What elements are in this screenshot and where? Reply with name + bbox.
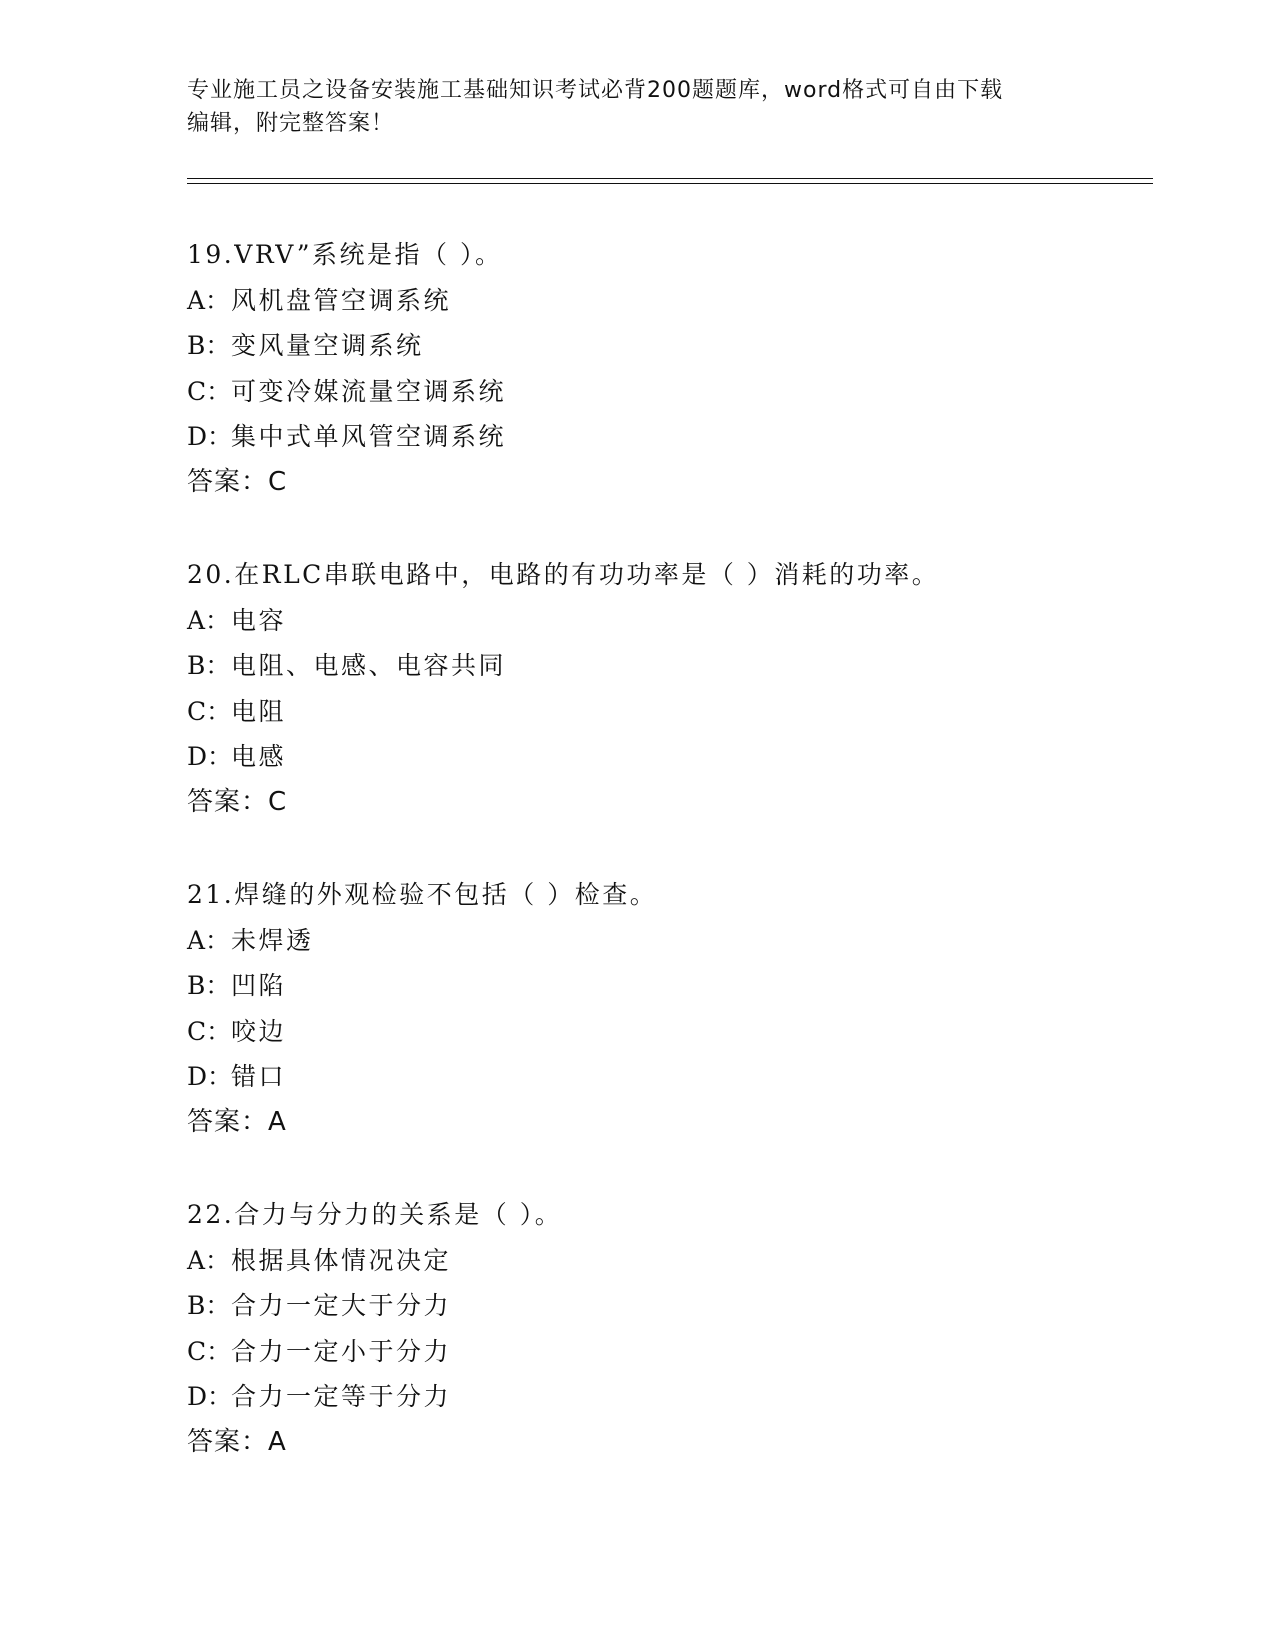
option-text: 错口 [231, 1062, 287, 1091]
option-key: C： [187, 1336, 232, 1366]
option-a [187, 918, 1187, 964]
option-key: D： [187, 422, 233, 451]
question-list [187, 232, 1187, 1512]
question-22 [187, 1192, 1187, 1512]
answer-line: 答案：A [187, 1106, 287, 1137]
option-text: 合力一定小于分力 [231, 1336, 452, 1366]
option-d [187, 1374, 1187, 1420]
option-c [187, 689, 1187, 735]
question-stem: 19.VRV”系统是指（ ）。 [187, 240, 503, 269]
question-21 [187, 872, 1187, 1192]
option-c [187, 369, 1187, 415]
option-c [187, 1009, 1187, 1055]
option-d [187, 1054, 1187, 1100]
answer-line: 答案：A [187, 1426, 287, 1457]
option-text: 可变冷媒流量空调系统 [231, 376, 507, 406]
option-text: 合力一定大于分力 [231, 1291, 452, 1320]
option-key: B： [187, 971, 231, 1000]
option-key: D： [187, 742, 233, 771]
question-19 [187, 232, 1187, 552]
option-key: D： [187, 1062, 233, 1091]
option-text: 未焊透 [231, 925, 314, 955]
option-key: B： [187, 331, 231, 360]
option-text: 凹陷 [231, 971, 287, 1000]
option-text: 集中式单风管空调系统 [231, 422, 507, 451]
option-a [187, 278, 1187, 324]
option-b [187, 1283, 1187, 1329]
option-a [187, 598, 1187, 644]
question-stem: 20.在RLC串联电路中，电路的有功功率是（ ）消耗的功率。 [187, 560, 940, 589]
header-line-1: 专业施工员之设备安装施工基础知识考试必背200题题库，word格式可自由下载 [187, 78, 1004, 103]
option-b [187, 643, 1187, 689]
option-a [187, 1238, 1187, 1284]
question-stem: 21.焊缝的外观检验不包括（ ）检查。 [187, 880, 658, 909]
option-key: B： [187, 651, 231, 680]
document-header [187, 74, 1087, 140]
answer-line: 答案：C [187, 786, 288, 817]
option-text: 电阻 [231, 696, 287, 726]
option-key: C： [187, 1016, 232, 1046]
question-stem: 22.合力与分力的关系是（ ）。 [187, 1200, 563, 1229]
option-key: A： [187, 605, 231, 635]
option-text: 电容 [231, 605, 287, 635]
answer-line: 答案：C [187, 466, 288, 497]
option-c [187, 1329, 1187, 1375]
option-text: 电感 [231, 742, 287, 771]
option-d [187, 734, 1187, 780]
option-b [187, 963, 1187, 1009]
option-key: A： [187, 285, 231, 315]
header-line-2: 编辑，附完整答案！ [187, 111, 395, 136]
option-text: 根据具体情况决定 [231, 1245, 452, 1275]
option-b [187, 323, 1187, 369]
option-d [187, 414, 1187, 460]
option-key: A： [187, 1245, 231, 1275]
option-text: 合力一定等于分力 [231, 1382, 452, 1411]
option-text: 变风量空调系统 [231, 331, 424, 360]
header-divider-bottom [187, 183, 1153, 184]
option-key: C： [187, 376, 232, 406]
question-20 [187, 552, 1187, 872]
option-key: B： [187, 1291, 231, 1320]
header-divider-top [187, 178, 1153, 179]
option-text: 风机盘管空调系统 [231, 285, 452, 315]
option-text: 咬边 [231, 1016, 287, 1046]
option-key: A： [187, 925, 231, 955]
option-key: D： [187, 1382, 233, 1411]
option-key: C： [187, 696, 232, 726]
option-text: 电阻、电感、电容共同 [231, 651, 507, 680]
